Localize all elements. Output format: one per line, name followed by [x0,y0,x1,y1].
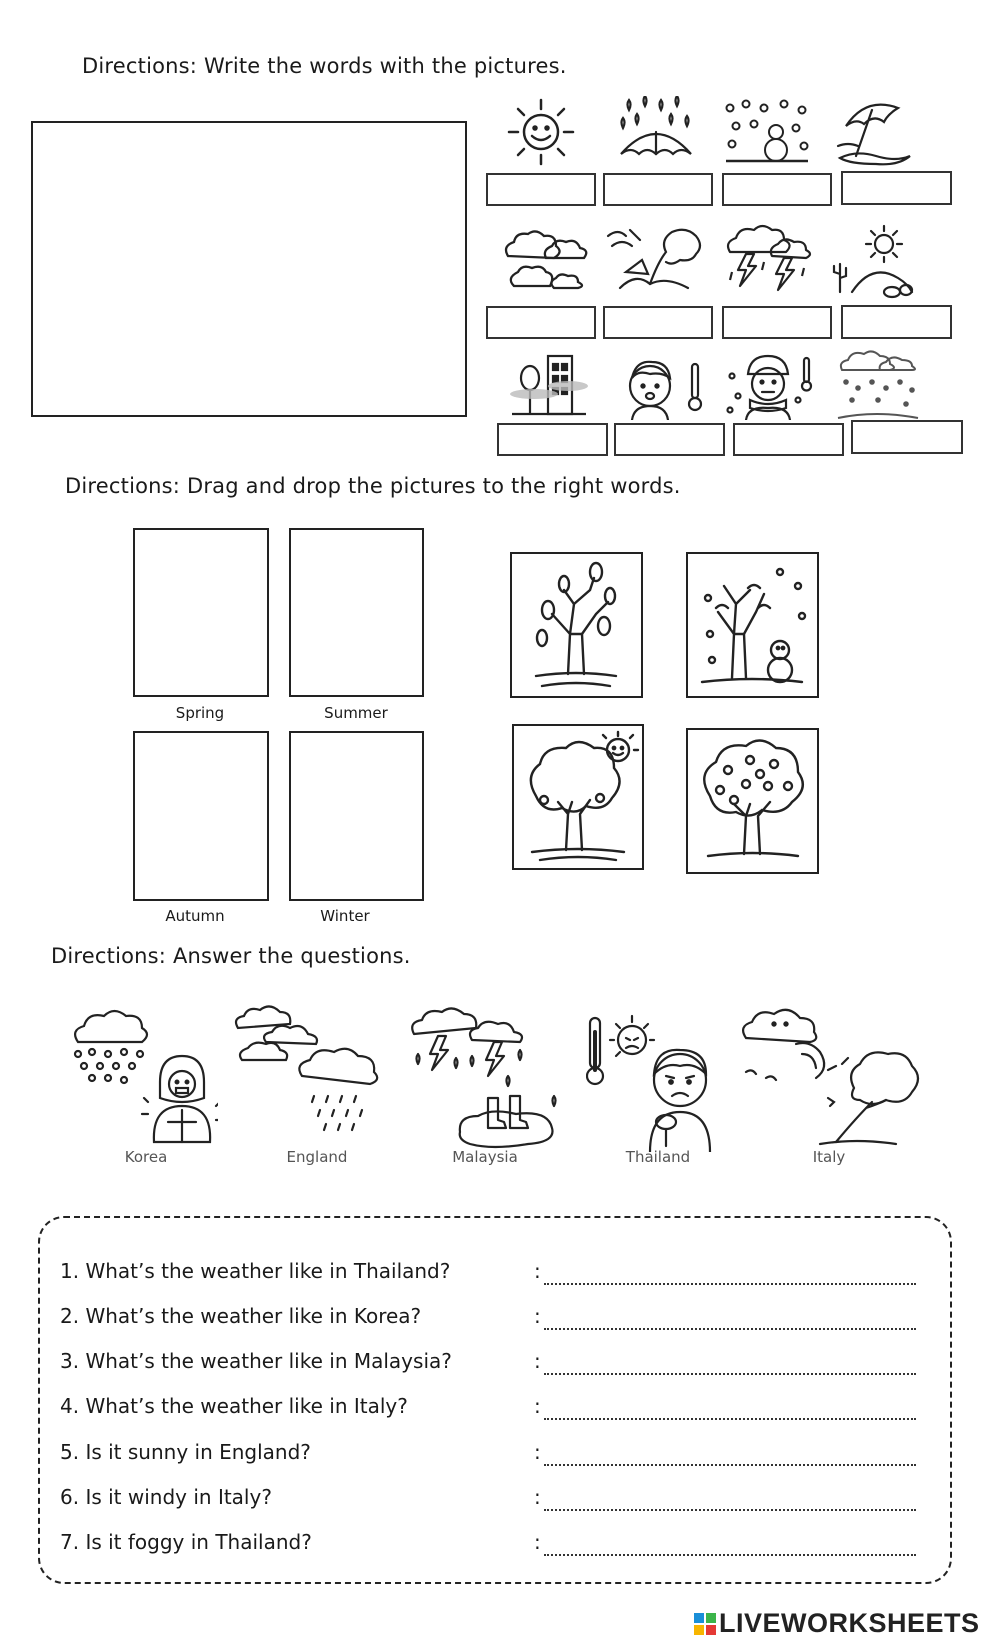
directions-answer-questions: Directions: Answer the questions. [51,944,411,968]
question-7: 7. Is it foggy in Thailand? [60,1530,312,1554]
answer-input-6[interactable] [544,1483,920,1511]
question-1: 1. What’s the weather like in Thailand? [60,1259,451,1283]
answer-input-5[interactable] [544,1438,920,1466]
england-cloudy-rainy-icon [232,1004,392,1152]
word-bank-box[interactable] [31,121,467,417]
directions-drag-drop: Directions: Drag and drop the pictures to the right words. [65,474,681,498]
question-row-7 [60,1530,920,1562]
country-label-italy: Italy [812,1148,846,1166]
answer-box-1[interactable] [486,173,596,206]
stormy-icon [724,222,816,294]
drag-picture-summer[interactable] [512,724,644,870]
question-6: 6. Is it windy in Italy? [60,1485,272,1509]
cloudy-icon [500,228,592,292]
windy-icon [606,222,706,292]
answer-box-4[interactable] [841,171,952,205]
answer-box-10[interactable] [614,423,725,456]
question-row-3 [60,1349,920,1381]
answer-colon: : [534,1349,541,1373]
drop-zone-spring[interactable] [133,528,269,697]
directions-write-words: Directions: Write the words with the pictures. [82,54,567,78]
answer-box-5[interactable] [486,306,596,339]
italy-windy-icon [736,1002,926,1152]
foggy-icon [508,348,590,418]
korea-snowy-cold-icon [68,1002,218,1152]
logo-text: LIVEWORKSHEETS [719,1608,980,1638]
country-label-england: England [286,1148,348,1166]
answer-colon: : [534,1530,541,1554]
autumn-tree-icon [512,554,641,696]
drag-picture-winter[interactable] [686,552,819,698]
season-label-summer: Summer [324,704,388,722]
question-row-6 [60,1485,920,1517]
question-4: 4. What’s the weather like in Italy? [60,1394,408,1418]
answer-colon: : [534,1394,541,1418]
drag-picture-autumn[interactable] [510,552,643,698]
answer-box-11[interactable] [733,423,844,456]
question-3: 3. What’s the weather like in Malaysia? [60,1349,452,1373]
rainy-puddle-icon [836,96,916,166]
drop-zone-summer[interactable] [289,528,424,697]
season-label-spring: Spring [175,704,225,722]
country-label-korea: Korea [124,1148,168,1166]
thailand-hot-sunny-icon [586,1012,726,1152]
hot-desert-icon [828,222,920,302]
answer-input-1[interactable] [544,1257,920,1285]
question-2: 2. What’s the weather like in Korea? [60,1304,422,1328]
answer-box-8[interactable] [841,305,952,339]
malaysia-stormy-rainy-icon [408,1004,578,1152]
drop-zone-winter[interactable] [289,731,424,901]
cold-icon [724,352,816,420]
answer-input-4[interactable] [544,1392,920,1420]
summer-tree-icon [514,726,642,868]
rainy-icon [615,96,697,160]
hot-icon [622,356,710,420]
snowy-icon [724,98,810,164]
answer-colon: : [534,1304,541,1328]
answer-box-12[interactable] [851,420,963,454]
answer-input-2[interactable] [544,1302,920,1330]
answer-colon: : [534,1440,541,1464]
question-row-5 [60,1440,920,1472]
snowy-cloud-icon [836,348,920,420]
liveworksheets-logo [694,1608,980,1639]
answer-box-9[interactable] [497,423,608,456]
season-label-autumn: Autumn [165,907,225,925]
answer-input-3[interactable] [544,1347,920,1375]
answer-colon: : [534,1485,541,1509]
country-label-malaysia: Malaysia [452,1148,518,1166]
question-5: 5. Is it sunny in England? [60,1440,311,1464]
drag-picture-spring[interactable] [686,728,819,874]
answer-box-2[interactable] [603,173,713,206]
country-label-thailand: Thailand [625,1148,691,1166]
spring-tree-icon [688,730,817,872]
answer-box-7[interactable] [722,306,832,339]
answer-colon: : [534,1259,541,1283]
sunny-icon [503,96,579,168]
question-row-4 [60,1394,920,1426]
season-label-winter: Winter [320,907,370,925]
drop-zone-autumn[interactable] [133,731,269,901]
liveworksheets-logo-icon [694,1613,716,1635]
answer-box-3[interactable] [722,173,832,206]
answer-box-6[interactable] [603,306,713,339]
winter-tree-icon [688,554,817,696]
answer-input-7[interactable] [544,1528,920,1556]
question-row-2 [60,1304,920,1336]
question-row-1 [60,1259,920,1291]
